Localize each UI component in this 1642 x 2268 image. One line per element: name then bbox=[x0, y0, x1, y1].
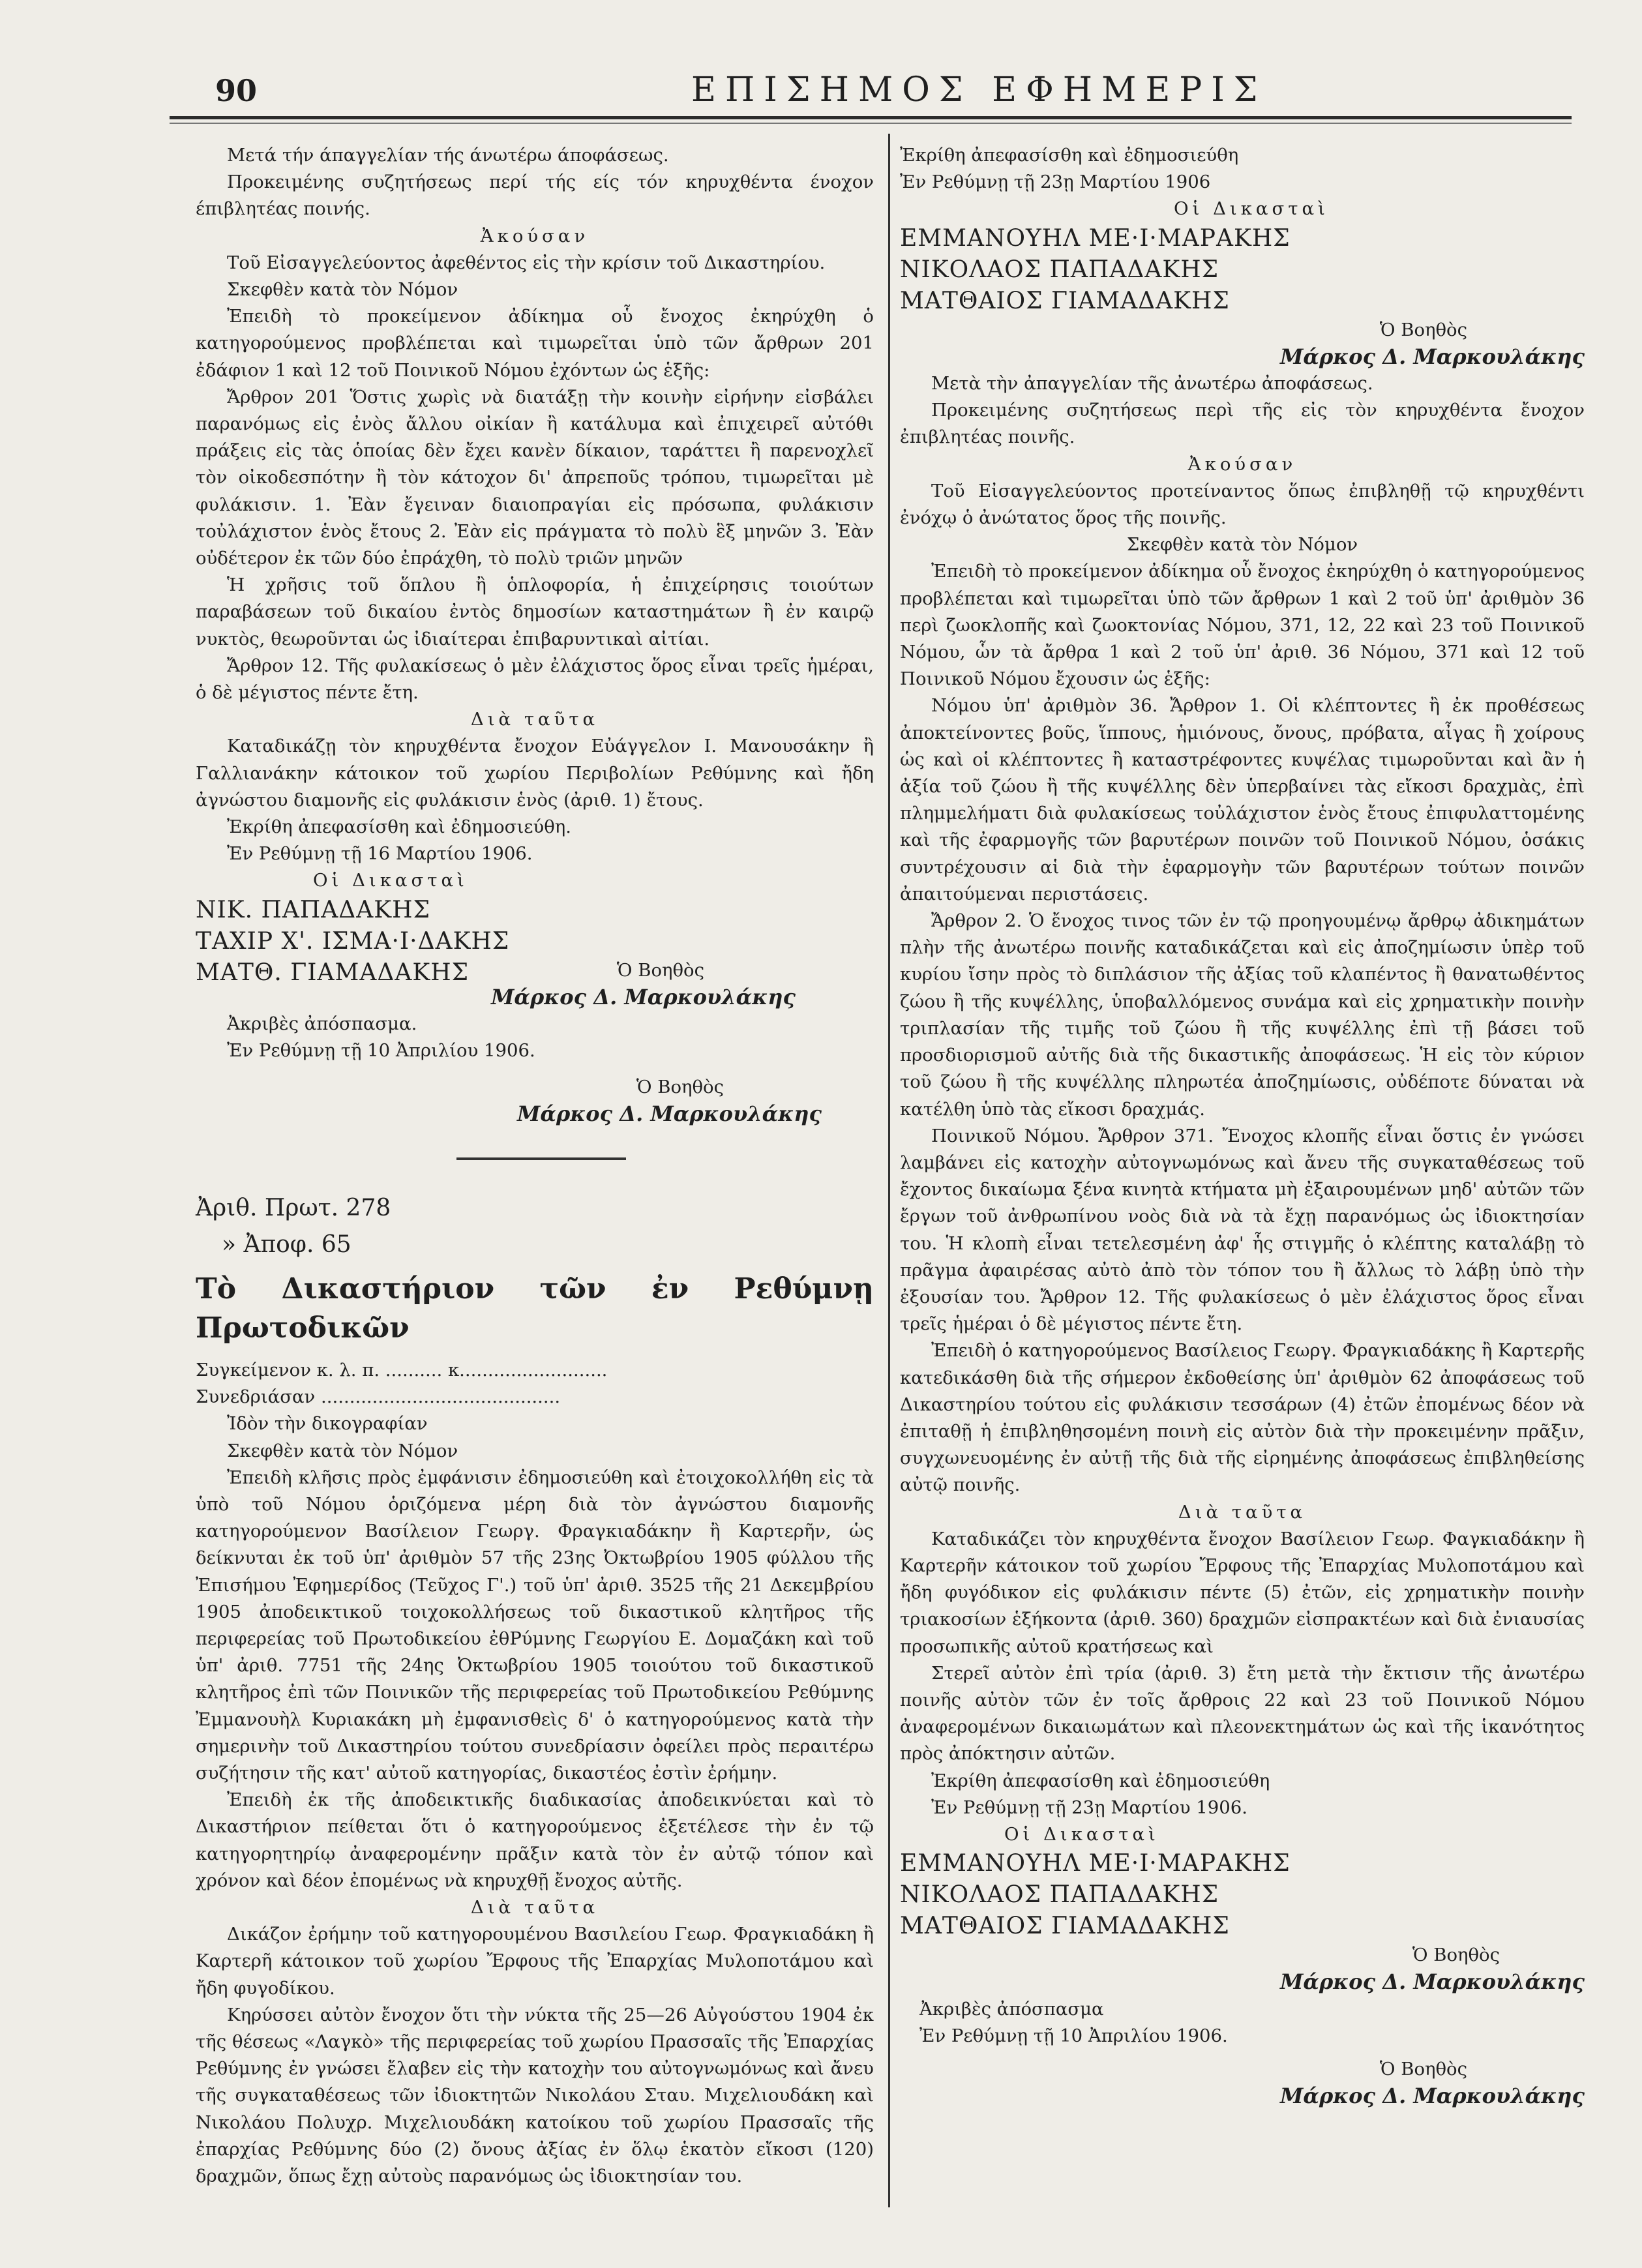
paragraph: Κηρύσσει αὐτὸν ἔνοχον ὅτι τὴν νύκτα τῆς 25—26 Αὐγούστου 1904 ἐκ τῆς θέσεως «Λαγκὸ» τῆς περιφερείας τοῦ χωρίου Πρασσαῖς τῆς Ἐπαρχίας Ρεθύμνης ἐν γνώσει ἔλαβεν εἰς τὴν κατοχὴν του αὐτογνωμόνως καὶ ἄνευ τῆς συγκαταθέσεως τῶν ἰδιοκτητῶν Νικολάου Σταυ. Μιχελιουδάκη καὶ Νικολάου Πολυχρ. Μιχελιουδάκη κατοίκου τοῦ χωρίου Πρασσαῖς τῆς ἐπαρχίας Ρεθύμνης δύο (2) ὄνους ἀξίας ἐν ὅλῳ ἑκατὸν εἴκοσι (120) δραχμῶν, ὅπως ἔχῃ αὐτοὺς παρανόμως ὡς ἰδιοκτησίαν του. bbox=[196, 2004, 874, 2186]
paragraph: Ἐπειδὴ τὸ προκείμενον ἀδίκημα οὗ ἔνοχος ἐκηρύχθη ὁ κατηγορούμενος προβλέπεται καὶ τιμωρεῖται ὑπὸ τῶν ἄρθρων 1 καὶ 2 τοῦ ὑπ' ἀριθμὸν 36 περὶ ζωοκλοπῆς καὶ ζωοκτονίας Νόμου, 371, 12, 22 καὶ 23 τοῦ Ποινικοῦ Νόμου, ὧν τὰ ἄρθρα 1 καὶ 2 τοῦ ὑπ' ἀριθ. 36 Νόμου, 371 καὶ 12 τοῦ Ποινικοῦ Νόμου ἔχουσιν ὡς ἑξῆς: bbox=[900, 561, 1585, 690]
date-line: Ἐν Ρεθύμνῃ τῇ 16 Μαρτίου 1906. bbox=[227, 843, 533, 865]
decision-number: » Ἀποφ. 65 bbox=[222, 1231, 351, 1258]
date-line: Ἐν Ρεθύμνῃ τῇ 23ῃ Μαρτίου 1906 bbox=[900, 172, 1211, 193]
section-heading: Ἀκούσαν bbox=[480, 225, 590, 246]
copy-date: Ἐν Ρεθύμνῃ τῇ 10 Ἀπριλίου 1906. bbox=[227, 1040, 535, 1062]
paragraph: Ἐκρίθη ἀπεφασίσθη καὶ ἐδημοσιεύθη bbox=[900, 145, 1239, 166]
assistant-label: Ὁ Βοηθὸς bbox=[1379, 2059, 1467, 2080]
judge-name: ΤΑΧΙΡ Χ'. ΙΣΜΑ·Ι·ΔΑΚΗΣ bbox=[196, 927, 510, 955]
paragraph: Τοῦ Εἰσαγγελεύοντος προτείναντος ὅπως ἐπιβληθῇ τῷ κηρυχθέντι ἐνόχῳ ὁ ἀνώτατος ὅρος τῆς ποινῆς. bbox=[900, 480, 1585, 529]
assistant-signature: Μάρκος Δ. Μαρκουλάκης bbox=[1279, 344, 1585, 369]
judge-name: ΝΙΚΟΛΑΟΣ ΠΑΠΑΔΑΚΗΣ bbox=[900, 256, 1219, 283]
paragraph: Ἐπειδὴ ὁ κατηγορούμενος Βασίλειος Γεωργ. Φραγκιαδάκης ἢ Καρτερῆς κατεδικάσθη διὰ τῆς σήμερον ἐκδοθείσης ὑπ' ἀριθμὸν 62 ἀποφάσεως τοῦ Δικαστηρίου τούτου εἰς φυλάκισιν τεσσάρων (4) ἐτῶν ἐπομένως δέον νὰ ἐπιταθῇ ἡ ἐπιβληθησομένη ποινὴ εἰς αὐτὸν διὰ τὴν προκειμένην πρᾶξιν, συγχωνευομένης ἐν αὐτῇ τῆς διὰ τῆς εἰρημένης ἀποφάσεως ἐπιβληθείσης αὐτῷ ποινῆς. bbox=[900, 1340, 1585, 1496]
paragraph: Ἐπειδὴ ἐκ τῆς ἀποδεικτικῆς διαδικασίας ἀποδεικνύεται καὶ τὸ Δικαστήριον πείθεται ὅτι ὁ κατηγορούμενος ἐξετέλεσε τὴν ἐν τῷ κατηγορητηρίῳ ἀναφερομένην πρᾶξιν κατὰ τὸν ἐν αὐτῷ τόπον καὶ χρόνον καὶ δέον ἐπομένως νὰ κηρυχθῇ ἔνοχος αὐτῆς. bbox=[196, 1789, 874, 1891]
judge-name: ΕΜΜΑΝΟΥΗΛ ΜΕ·Ι·ΜΑΡΑΚΗΣ bbox=[900, 224, 1291, 252]
column-divider bbox=[888, 134, 890, 2207]
paragraph: Ἄρθρον 12. Τῆς φυλακίσεως ὁ μὲν ἐλάχιστος ὅρος εἶναι τρεῖς ἡμέραι, ὁ δὲ μέγιστος πέντε ἔτη. bbox=[196, 655, 874, 704]
section-heading: Διὰ ταῦτα bbox=[470, 1896, 599, 1918]
running-title: ΕΠΙΣΗΜΟΣ ΕΦΗΜΕΡΙΣ bbox=[691, 70, 1267, 110]
assistant-label: Ὁ Βοηθὸς bbox=[1379, 319, 1467, 340]
page-number: 90 bbox=[215, 73, 258, 108]
paragraph: Ἐπειδὴ τὸ προκείμενον ἀδίκημα οὗ ἔνοχος ἐκηρύχθη ὁ κατηγορούμενος προβλέπεται καὶ τιμωρεῖται ὑπὸ τῶν ἄρθρων 201 ἐδάφιον 1 καὶ 12 τοῦ Ποινικοῦ Νόμου ἐχόντων ὡς ἑξῆς: bbox=[196, 306, 874, 381]
paragraph: Συνεδριάσαν .......................................... bbox=[196, 1386, 561, 1408]
paragraph: Ἐπειδὴ κλῆσις πρὸς ἐμφάνισιν ἐδημοσιεύθη καὶ ἐτοιχοκολλήθη εἰς τὰ ὑπὸ τοῦ Νόμου ὁριζόμενα μέρη διὰ τὸν ἀγνώστου διαμονῆς κατηγορούμενον Βασίλειον Γεωργ. Φραγκιαδάκην ἢ Καρτερῆν, ὡς δείκνυται ἐκ τοῦ ὑπ' ἀριθμὸν 57 τῆς 23ης Ὀκτωβρίου 1905 φύλλου τῆς Ἐπισήμου Ἐφημερίδος (Τεῦχος Γ'.) τοῦ ὑπ' ἀριθ. 3525 τῆς 21 Δεκεμβρίου 1905 ἀποδεικτικοῦ τοιχοκολλήσεως τοῦ δικαστικοῦ κλητῆρος τῆς περιφερείας τοῦ Πρωτοδικείου ἐθΡύμνης Γεωργίου Ε. Δομαζάκη καὶ τοῦ ὑπ' ἀριθ. 7751 τῆς 24ης Ὀκτωβρίου 1905 τοιούτου τοῦ δικαστικοῦ κλητῆρος ἐπὶ τῶν Ποινικῶν τῆς περιφερείας τοῦ Πρωτοδικείου Ρεθύμνης Ἐμμανουὴλ Κυριακάκη μὴ ἐμφανισθεὶς δ' ὁ κατηγορούμενος κατὰ τὴν σημερινὴν τοῦ Δικαστηρίου τούτου συνεδρίασιν ὀφείλει πρὸς περαιτέρω συζήτησιν τῆς κατ' αὐτοῦ κατηγορίας, δικαστέος ἐστὶν ἐρήμην. bbox=[196, 1467, 874, 1783]
paragraph: Τοῦ Εἰσαγγελεύοντος ἀφεθέντος εἰς τὴν κρίσιν τοῦ Δικαστηρίου. bbox=[227, 252, 826, 273]
right-column bbox=[900, 142, 1585, 2110]
paragraph: Καταδικάζῃ τὸν κηρυχθέντα ἔνοχον Εὐάγγελον Ι. Μανουσάκην ἢ Γαλλιανάκην κάτοικον τοῦ χωρίου Περιβολίων Ρεθύμνης καὶ ἤδη ἀγνώστου διαμονῆς εἰς φυλάκισιν ἑνὸς (ἀριθ. 1) ἔτους. bbox=[196, 736, 874, 811]
paragraph: Σκεφθὲν κατὰ τὸν Νόμον bbox=[227, 1440, 458, 1461]
paragraph: Ἰδὸν τὴν δικογραφίαν bbox=[227, 1413, 428, 1435]
assistant-signature: Μάρκος Δ. Μαρκουλάκης bbox=[490, 984, 796, 1009]
section-heading: Διὰ ταῦτα bbox=[1178, 1501, 1307, 1523]
assistant-label: Ὁ Βοηθὸς bbox=[636, 1076, 724, 1097]
paragraph: Προκειμένης συζητήσεως περί τής είς τόν κηρυχθέντα ένοχον έπιβλητέας ποινής. bbox=[196, 172, 874, 220]
left-column bbox=[196, 142, 874, 2190]
copy-date: Ἐν Ρεθύμνῃ τῇ 10 Ἀπριλίου 1906. bbox=[919, 2025, 1228, 2046]
judges-label: Οἱ Δικασταὶ bbox=[1004, 1823, 1159, 1845]
judges-label: Οἱ Δικασταὶ bbox=[313, 870, 468, 891]
paragraph: Ἡ χρῆσις τοῦ ὅπλου ἢ ὁπλοφορία, ἡ ἐπιχείρησις τοιούτων παραβάσεων τοῦ δικαίου ἐντὸς δημοσίων καταστημάτων ἢ ἐν καιρῷ νυκτὸς, θεωροῦνται ὡς ἰδιαίτεραι ἐπιβαρυντικαὶ αἰτίαι. bbox=[196, 574, 874, 649]
paragraph: Σκεφθὲν κατὰ τὸν Νόμον bbox=[227, 279, 458, 301]
section-heading: Ἀκούσαν bbox=[1187, 453, 1297, 475]
protocol-number: Ἀριθ. Πρωτ. 278 bbox=[196, 1194, 391, 1221]
date-line: Ἐν Ρεθύμνῃ τῇ 23ῃ Μαρτίου 1906. bbox=[931, 1797, 1248, 1818]
paragraph: Καταδικάζει τὸν κηρυχθέντα ἔνοχον Βασίλειον Γεωρ. Φαγκιαδάκην ἢ Καρτερῆν κάτοικον τοῦ χωρίου Ἔρφους τῆς Ἐπαρχίας Μυλοποτάμου καὶ ἤδη φυγόδικον εἰς φυλάκισιν πέντε (5) ἐτῶν, εἰς χρηματικὴν ποινὴν τριακοσίων ἑξήκοντα (ἀριθ. 360) δραχμῶν εἰσπρακτέων καὶ διὰ ἐνιαυσίας προσωπικῆς αὐτοῦ κρατήσεως καὶ bbox=[900, 1528, 1585, 1657]
paragraph: Δικάζον ἐρήμην τοῦ κατηγορουμένου Βασιλείου Γεωρ. Φραγκιαδάκη ἢ Καρτερῆ κάτοικον τοῦ χωρίου Ἔρφους τῆς Ἐπαρχίας Μυλοποτάμου καὶ ἤδη φυγοδίκου. bbox=[196, 1924, 874, 1999]
header-rule-thin bbox=[170, 123, 1572, 124]
judge-name: ΜΑΤΘΑΙΟΣ ΓΙΑΜΑΔΑΚΗΣ bbox=[900, 1913, 1230, 1940]
paragraph: Ποινικοῦ Νόμου. Ἄρθρον 371. Ἔνοχος κλοπῆς εἶναι ὅστις ἐν γνώσει λαμβάνει εἰς κατοχὴν αὐτογνωμόνως καὶ ἄνευ τῆς συγκαταθέσεως τοῦ ἔχοντος δικαίωμα ξένα κινητὰ κτήματα μὴ ἐξαιρουμένων μηδ' αὐτῶν τῶν ἔργων τοῦ ἀνθρωπίνου νοὸς διὰ νὰ τὰ ἔχῃ παρανόμως ὡς ἰδιοκτησίαν του. Ἡ κλοπὴ εἶναι τετελεσμένη ἀφ' ἧς στιγμῆς ὁ κλέπτης καταλάβῃ τὸ πρᾶγμα ἀφαιρέσας αὐτὸ ἀπὸ τὸν τόπον του ἢ ἄλλως τὸ λάβῃ ὑπὸ τὴν ἐξουσίαν του. Ἄρθρον 12. Τῆς φυλακίσεως ὁ μὲν ἐλάχιστος ὅρος εἶναι τρεῖς ἡμέραι ὁ δὲ μέγιστος πέντε ἔτη. bbox=[900, 1125, 1585, 1335]
assistant-label: Ὁ Βοηθὸς bbox=[1412, 1945, 1500, 1966]
judge-name: ΕΜΜΑΝΟΥΗΛ ΜΕ·Ι·ΜΑΡΑΚΗΣ bbox=[900, 1850, 1291, 1877]
assistant-signature: Μάρκος Δ. Μαρκουλάκης bbox=[1279, 1969, 1585, 1995]
section-heading: Σκεφθὲν κατὰ τὸν Νόμον bbox=[1126, 534, 1358, 556]
paragraph: Ἐκρίθη ἀπεφασίσθη καὶ ἐδημοσιεύθη. bbox=[227, 816, 571, 838]
court-title: Τὸ Δικαστήριον τῶν ἐν Ρεθύμνῃ Πρωτοδικῶν bbox=[196, 1272, 874, 1345]
paragraph: Συγκείμενον κ. λ. π. .......... κ.......................... bbox=[196, 1359, 608, 1380]
judge-name: ΝΙΚ. ΠΑΠΑΔΑΚΗΣ bbox=[196, 896, 431, 923]
copy-label: Ἀκριβὲς ἀπόσπασμα. bbox=[227, 1013, 417, 1035]
section-separator bbox=[456, 1157, 626, 1160]
paragraph: Στερεῖ αὐτὸν ἐπὶ τρία (ἀριθ. 3) ἔτη μετὰ τὴν ἔκτισιν τῆς ἀνωτέρω ποινῆς αὐτὸν τῶν ἐν τοῖς ἄρθροις 22 καὶ 23 τοῦ Ποινικοῦ Νόμου ἀναφερομένων δικαιωμάτων καὶ πλεονεκτημάτων ὡς καὶ τῆς ἱκανότητος πρὸς ἀπόκτησιν αὐτῶν. bbox=[900, 1662, 1585, 1765]
paragraph: Ἐκρίθη ἀπεφασίσθη καὶ ἐδημοσιεύθη bbox=[931, 1770, 1270, 1791]
paragraph: Νόμου ὑπ' ἀριθμὸν 36. Ἄρθρον 1. Οἱ κλέπτοντες ἢ ἐκ προθέσεως ἀποκτείνοντες βοῦς, ἵππους, ἡμιόνους, ὄνους, πρόβατα, αἶγας ἢ χοίρους ὡς καὶ οἱ κλέπτοντες ἢ καταστρέφοντες κυψέλας τιμωροῦνται καὶ ἂν ἡ ἀξία τοῦ ζώου ἢ τῆς κυψέλλης δὲν ὑπερβαίνει τὰς εἴκοσι δραχμὰς, ἐπὶ πλημμελήματι διὰ φυλακίσεως τοὐλάχιστον ἑνὸς ἔτους ἐπιφυλαττομένης καὶ τῆς ἐφαρμογῆς τῶν βαρυτέρων ποινῶν τοῦ Ποινικοῦ Νόμου, ὁσάκις συντρέχουσιν αἱ διὰ τὴν ἐφαρμογὴν τῶν βαρυτέρων τούτων ποινῶν ἀπαιτούμεναι περιστάσεις. bbox=[900, 695, 1585, 904]
assistant-label: Ὁ Βοηθὸς bbox=[616, 959, 704, 981]
section-heading: Διὰ ταῦτα bbox=[470, 709, 599, 730]
assistant-signature: Μάρκος Δ. Μαρκουλάκης bbox=[1279, 2083, 1585, 2109]
paragraph: Ἄρθρον 2. Ὁ ἔνοχος τινος τῶν ἐν τῷ προηγουμένῳ ἄρθρῳ ἀδικημάτων πλὴν τῆς ἀνωτέρω ποινῆς καταδικάζεται καὶ εἰς ἀποζημίωσιν ὑπὲρ τοῦ κυρίου ἴσην πρὸς τὸ διπλάσιον τῆς ἀξίας τοῦ κλαπέντος ἢ θανατωθέντος ζώου ἢ τῆς κυψέλλης, ὑποβαλλόμενος συνάμα καὶ εἰς χρηματικὴν ποινὴν τριπλασίαν τῆς τιμῆς τοῦ ζώου ἢ τῆς κυψέλλης ἐπὶ τῇ βάσει τοῦ προσδιορισμοῦ αὐτῆς διὰ τῆς δικαστικῆς ἀποφάσεως. Ἡ εἰς τὸν κύριον τοῦ ζώου ἢ τῆς κυψέλλης πληρωτέα ἀποζημίωσις, οὐδέποτε δύναται νὰ κατέλθη ὑπὸ τὰς εἴκοσι δραχμάς. bbox=[900, 910, 1585, 1120]
judge-name: ΜΑΤΘ. ΓΙΑΜΑΔΑΚΗΣ bbox=[196, 959, 470, 986]
copy-label: Ἀκριβὲς ἀπόσπασμα bbox=[919, 1998, 1104, 2020]
judges-label: Οἱ Δικασταὶ bbox=[1174, 198, 1329, 220]
assistant-signature: Μάρκος Δ. Μαρκουλάκης bbox=[516, 1101, 822, 1126]
judge-name: ΜΑΤΘΑΙΟΣ ΓΙΑΜΑΔΑΚΗΣ bbox=[900, 287, 1230, 314]
paragraph: Προκειμένης συζητήσεως περὶ τῆς εἰς τὸν κηρυχθέντα ἔνοχον ἐπιβλητέας ποινῆς. bbox=[900, 400, 1585, 448]
paragraph: Μετά τήν άπαγγελίαν τής άνωτέρω άποφάσεως. bbox=[227, 145, 669, 166]
judge-name: ΝΙΚΟΛΑΟΣ ΠΑΠΑΔΑΚΗΣ bbox=[900, 1881, 1219, 1909]
header-rule bbox=[170, 116, 1572, 119]
paragraph: Ἄρθρον 201 Ὅστις χωρὶς νὰ διατάξῃ τὴν κοινὴν εἰρήνην εἰσβάλει παρανόμως εἰς ἐνὸς ἄλλου οἰκίαν ἢ κατάλυμα καὶ ἐπιχειρεῖ αὐτόθι πράξεις εἰς τὰς ὁποίας δὲν ἔχει κανὲν δίκαιον, ταράττει ἢ παρενοχλεῖ τὸν οἰκοδεσπότην ἢ τὸν κάτοχον δι' ἀπρεποῦς τρόπου, τιμωρεῖται μὲ φυλάκισιν. 1. Ἐὰν ἔγειναν διαιοπραγίαι εἰς πρόσωπα, φυλάκισιν τοὐλάχιστον ἑνὸς ἔτους 2. Ἐὰν εἰς πράγματα τὸ πολὺ ἓξ μηνῶν 3. Ἐὰν οὐδέτερον ἐκ τῶν δύο ἐπράχθη, τὸ πολὺ τριῶν μηνῶν bbox=[196, 386, 874, 569]
paragraph: Μετὰ τὴν ἀπαγγελίαν τῆς ἀνωτέρω ἀποφάσεως. bbox=[931, 373, 1373, 395]
